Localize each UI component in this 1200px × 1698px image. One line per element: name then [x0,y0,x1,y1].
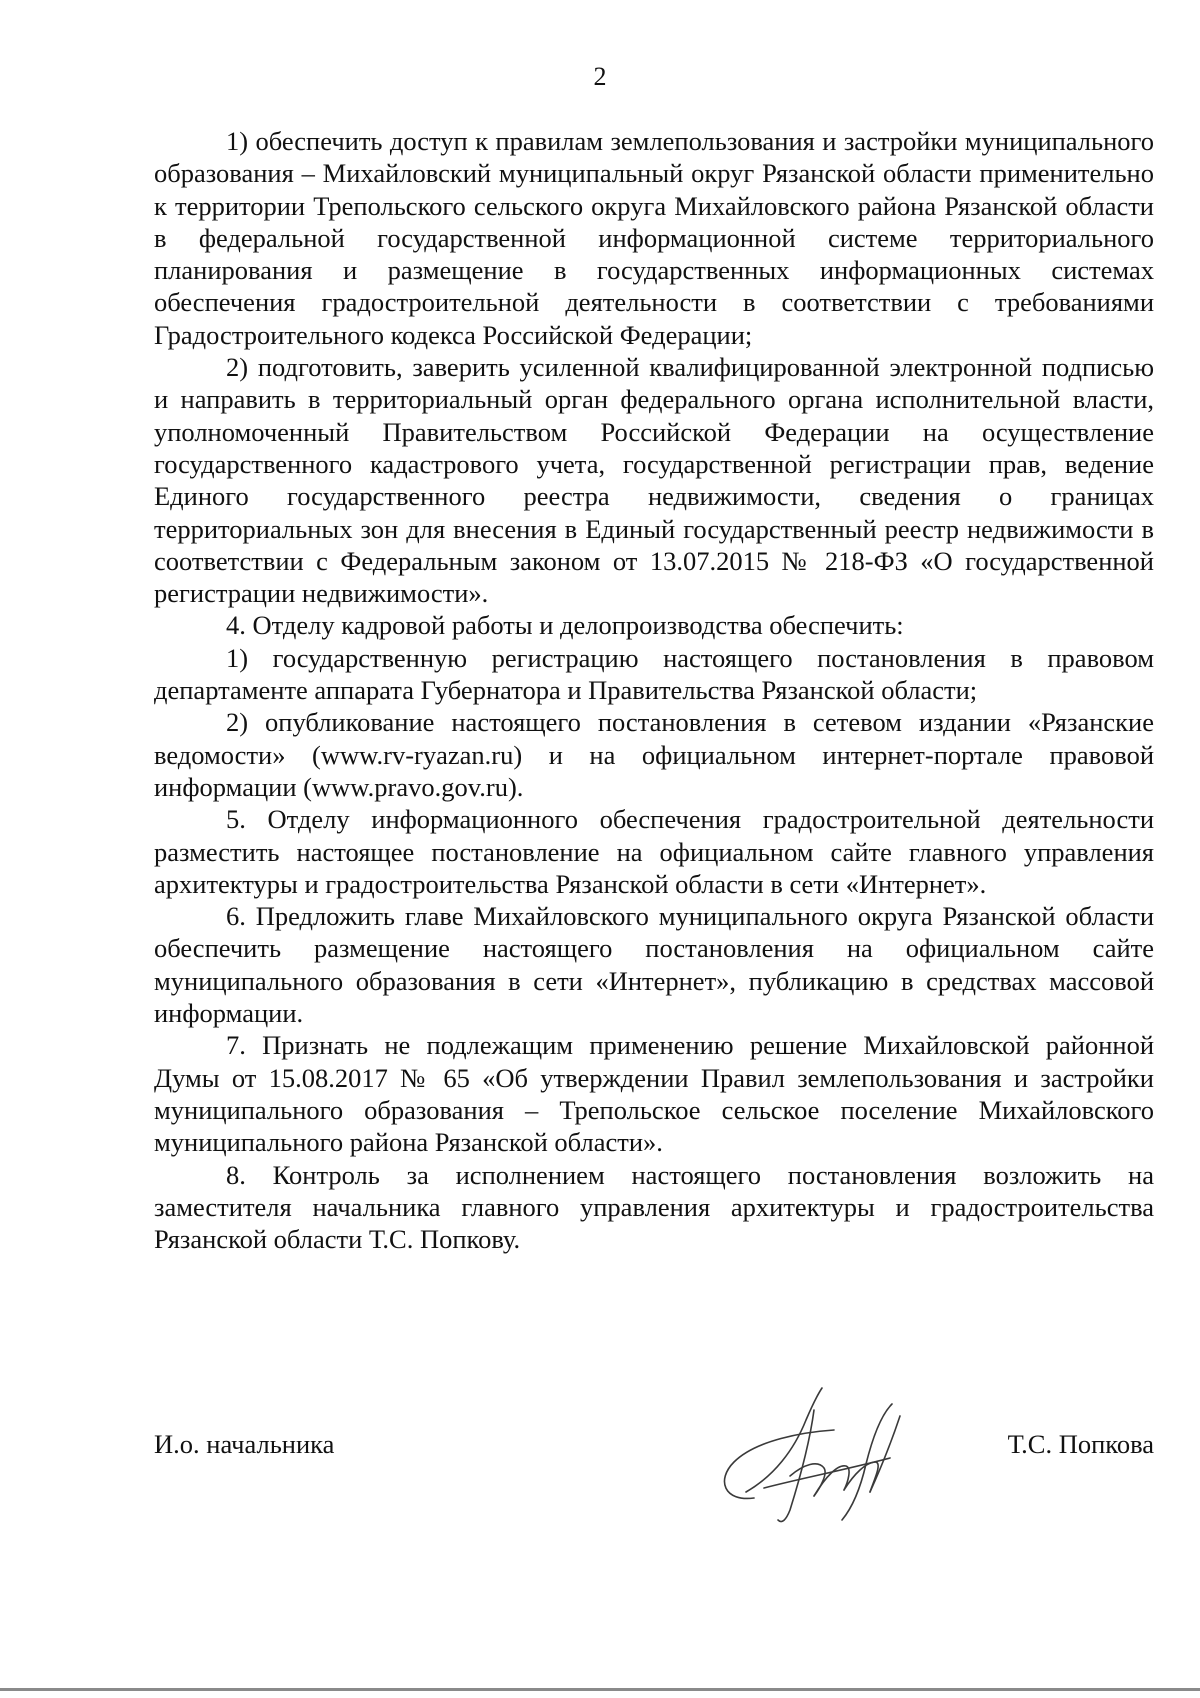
handwritten-signature [694,1380,924,1530]
document-body [154,125,1154,1255]
paragraph-7: 7. Признать не подлежащим применению решение Михайловской районной Думы от 15.08.2017 № 65 «Об утверждении Правил землепользования и застройки муниципального образования – Трепольское сельское поселение Михайловского муниципального района Рязанской области». [154,1030,1154,1158]
page-bottom-edge [0,1688,1200,1691]
paragraph-1-1: 1) обеспечить доступ к правилам землепользования и застройки муниципального образования – Михайловский муниципальный округ Рязанской области применительно к территории Трепольского сельского округа Михайловского района Рязанской области в федеральной государственной информационной системе территориального планирования и размещение в государственных информационных системах обеспечения градостроительной деятельности в соответствии с требованиями Градостроительного кодекса Российской Федерации; [154,126,1154,350]
paragraph-5: 5. Отделу информационного обеспечения градостроительной деятельности разместить настоящее постановление на официальном сайте главного управления архитектуры и градостроительства Рязанской области в сети «Интернет». [154,804,1154,899]
paragraph-4-1: 1) государственную регистрацию настоящего постановления в правовом департаменте аппарата Губернатора и Правительства Рязанской области; [154,642,1154,706]
signatory-name: Т.С. Попкова [1007,1429,1154,1459]
page-number: 2 [593,62,607,91]
paragraph-6: 6. Предложить главе Михайловского муниципального округа Рязанской области обеспечить размещение настоящего постановления на официальном сайте муниципального образования в сети «Интернет», публикацию в средствах массовой информации. [154,901,1154,1029]
paragraph-4-2: 2) опубликование настоящего постановления в сетевом издании «Рязанские ведомости» (www.rv-ryazan.ru) и на официальном интернет-портале правовой информации (www.pravo.gov.ru). [154,707,1154,802]
paragraph-4: 4. Отделу кадровой работы и делопроизводства обеспечить: [226,610,904,641]
signatory-position: И.о. начальника [154,1429,335,1459]
signature-block [154,1428,1154,1518]
paragraph-8: 8. Контроль за исполнением настоящего постановления возложить на заместителя начальника главного управления архитектуры и градостроительства Рязанской области Т.С. Попкову. [154,1159,1154,1255]
paragraph-1-2: 2) подготовить, заверить усиленной квалифицированной электронной подписью и направить в территориальный орган федерального органа исполнительной власти, уполномоченный Правительством Российской Федерации на осуществление государственного кадастрового учета, государственной регистрации прав, ведение Единого государственного реестра недвижимости, сведения о границах территориальных зон для внесения в Единый государственный реестр недвижимости в соответствии с Федеральным законом от 13.07.2015 № 218-ФЗ «О государственной регистрации недвижимости». [154,352,1154,609]
